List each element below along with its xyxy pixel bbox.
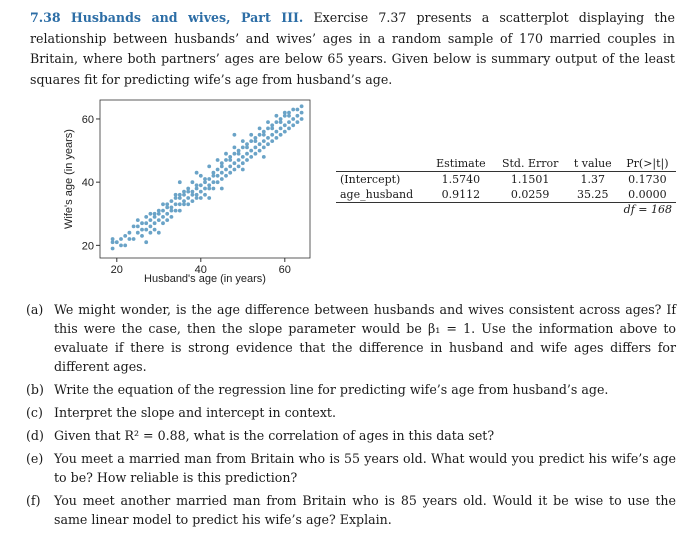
table-row — [336, 172, 676, 188]
data-point — [195, 196, 199, 200]
data-point — [153, 221, 157, 225]
data-point — [249, 139, 253, 143]
degrees-of-freedom: df = 168 — [623, 203, 672, 216]
data-point — [136, 218, 140, 222]
data-point — [144, 228, 148, 232]
y-tick-label: 20 — [81, 240, 94, 253]
row-label: age_husband — [336, 187, 428, 203]
data-point — [224, 158, 228, 162]
data-point — [178, 180, 182, 184]
question-label: (f) — [26, 493, 41, 508]
data-point — [153, 215, 157, 219]
data-point — [182, 202, 186, 206]
data-point — [174, 193, 178, 197]
data-point — [165, 212, 169, 216]
cell-std-error: 0.0259 — [494, 187, 567, 203]
data-point — [203, 193, 207, 197]
data-point — [245, 158, 249, 162]
header-estimate: Estimate — [428, 156, 493, 172]
data-point — [262, 146, 266, 150]
data-point — [266, 136, 270, 140]
data-point — [178, 202, 182, 206]
data-point — [228, 171, 232, 175]
data-point — [216, 168, 220, 172]
data-point — [123, 244, 127, 248]
data-point — [258, 133, 262, 137]
data-point — [220, 171, 224, 175]
data-point — [279, 127, 283, 131]
data-point — [140, 221, 144, 225]
question-item — [26, 449, 676, 487]
question-text: Write the equation of the regression line for predicting wife’s age from husband’s age. — [54, 382, 609, 397]
data-point — [149, 231, 153, 235]
data-point — [132, 225, 136, 229]
problem-intro — [30, 8, 675, 90]
problem-intro-text: Exercise 7.37 presents a scatterplot displaying the relationship between husbands’ and wives’ ages in a random sample of 170 married couples in Britain, where both partners’ ages are below 65 years. Given below is summary output of the least squares fit for predicting wife’s age from husband’s age. — [30, 10, 675, 87]
cell-std-error: 1.1501 — [510, 173, 550, 186]
data-point — [216, 180, 220, 184]
header-p-value: Pr(>|t|) — [619, 156, 676, 172]
data-point — [287, 127, 291, 131]
data-point — [132, 237, 136, 241]
data-point — [216, 158, 220, 162]
data-point — [170, 199, 174, 203]
header-std-error: Std. Error — [494, 156, 567, 172]
x-tick-label: 40 — [194, 264, 207, 276]
data-point — [254, 139, 258, 143]
data-point — [136, 231, 140, 235]
data-point — [266, 127, 270, 131]
data-point — [237, 152, 241, 156]
question-text: You meet another married man from Britain who is 85 years old. Would it be wise to use the same linear model to predict his wife’s age? Explain. — [54, 493, 676, 527]
data-point — [275, 114, 279, 118]
cell-t-value: 1.37 — [580, 173, 606, 186]
data-point — [212, 180, 216, 184]
data-point — [203, 187, 207, 191]
data-point — [178, 196, 182, 200]
data-point — [220, 187, 224, 191]
data-point — [207, 196, 211, 200]
x-tick-label: 60 — [278, 264, 291, 276]
question-item — [26, 403, 676, 422]
data-point — [233, 161, 237, 165]
data-point — [262, 155, 266, 159]
scatterplot — [60, 96, 320, 292]
data-point — [144, 215, 148, 219]
data-point — [203, 177, 207, 181]
data-point — [157, 209, 161, 213]
data-point — [241, 155, 245, 159]
data-point — [111, 247, 115, 251]
data-point — [115, 240, 119, 244]
question-text: We might wonder, is the age difference between husbands and wives consistent across ages? If this were the case, then the slope parameter would be β₁ = 1. Use the information above to evaluate if there is strong evidence that the difference in husband and wife ages differs for different ages. — [54, 302, 676, 374]
data-point — [241, 139, 245, 143]
data-point — [241, 146, 245, 150]
data-point — [199, 174, 203, 178]
cell-estimate: 1.5740 — [441, 173, 481, 186]
data-point — [296, 114, 300, 118]
data-point — [199, 190, 203, 194]
data-point — [149, 218, 153, 222]
question-label: (c) — [26, 405, 43, 420]
data-point — [233, 133, 237, 137]
y-tick-label: 60 — [81, 113, 94, 126]
data-point — [258, 142, 262, 146]
data-point — [165, 206, 169, 210]
data-point — [228, 165, 232, 169]
y-tick-label: 40 — [81, 177, 94, 190]
cell-p-value: 0.1730 — [628, 173, 667, 186]
data-point — [270, 139, 274, 143]
question-text: You meet a married man from Britain who is 55 years old. What would you predict his wife’s age to be? How reliable is this prediction? — [54, 451, 676, 485]
data-point — [220, 165, 224, 169]
question-label: (d) — [26, 428, 44, 443]
data-point — [275, 120, 279, 124]
question-label: (b) — [26, 382, 44, 397]
data-point — [191, 199, 195, 203]
data-point — [161, 202, 165, 206]
data-point — [262, 139, 266, 143]
data-point — [291, 123, 295, 127]
data-point — [245, 146, 249, 150]
cell-t-value: 35.25 — [567, 187, 619, 203]
data-point — [199, 196, 203, 200]
data-point — [153, 228, 157, 232]
data-point — [249, 155, 253, 159]
data-point — [186, 187, 190, 191]
data-point — [224, 174, 228, 178]
data-point — [266, 120, 270, 124]
data-point — [283, 123, 287, 127]
data-point — [170, 206, 174, 210]
scatterplot-svg — [60, 96, 320, 292]
question-text: Interpret the slope and intercept in context. — [54, 405, 336, 420]
data-point — [233, 168, 237, 172]
data-point — [262, 133, 266, 137]
data-point — [224, 152, 228, 156]
data-point — [199, 183, 203, 187]
data-point — [119, 237, 123, 241]
data-point — [291, 117, 295, 121]
data-point — [287, 120, 291, 124]
data-point — [207, 165, 211, 169]
data-point — [149, 212, 153, 216]
data-point — [296, 108, 300, 112]
question-item — [26, 426, 676, 445]
header-blank — [336, 156, 428, 172]
y-axis-label: Wife's age (in years) — [63, 129, 75, 229]
data-point — [161, 221, 165, 225]
data-point — [258, 149, 262, 153]
data-point — [270, 127, 274, 131]
question-item — [26, 380, 676, 399]
data-point — [140, 234, 144, 238]
data-point — [191, 180, 195, 184]
row-label: (Intercept) — [340, 173, 401, 186]
data-point — [258, 127, 262, 131]
data-point — [165, 218, 169, 222]
data-point — [287, 114, 291, 118]
data-point — [136, 225, 140, 229]
data-point — [186, 202, 190, 206]
data-point — [161, 215, 165, 219]
data-point — [300, 104, 304, 108]
data-point — [245, 152, 249, 156]
data-point — [249, 133, 253, 137]
question-item — [26, 491, 676, 529]
question-text: Given that R² = 0.88, what is the correlation of ages in this data set? — [54, 428, 495, 443]
question-label: (e) — [26, 451, 44, 466]
data-point — [291, 108, 295, 112]
cell-estimate: 0.9112 — [428, 187, 493, 203]
data-point — [254, 152, 258, 156]
data-point — [224, 168, 228, 172]
data-point — [275, 136, 279, 140]
data-point — [216, 174, 220, 178]
cell-p-value: 0.0000 — [619, 187, 676, 203]
data-point — [241, 161, 245, 165]
data-point — [207, 177, 211, 181]
x-tick-label: 20 — [110, 264, 123, 276]
data-point — [300, 117, 304, 121]
header-t-value: t value — [567, 156, 619, 172]
data-point — [212, 187, 216, 191]
problem-title: Husbands and wives, Part III. — [70, 10, 304, 25]
data-point — [157, 231, 161, 235]
data-point — [149, 225, 153, 229]
table-header-row — [336, 156, 676, 172]
data-point — [111, 237, 115, 241]
data-point — [233, 146, 237, 150]
data-point — [283, 111, 287, 115]
data-point — [174, 209, 178, 213]
data-point — [266, 142, 270, 146]
data-point — [123, 234, 127, 238]
data-point — [178, 209, 182, 213]
data-point — [296, 120, 300, 124]
data-point — [144, 240, 148, 244]
data-point — [182, 190, 186, 194]
data-point — [170, 215, 174, 219]
data-point — [283, 130, 287, 134]
data-point — [279, 133, 283, 137]
data-point — [220, 177, 224, 181]
data-point — [119, 244, 123, 248]
regression-table — [336, 156, 676, 216]
data-point — [279, 120, 283, 124]
data-point — [207, 187, 211, 191]
data-point — [300, 111, 304, 115]
table-row — [336, 187, 676, 203]
question-item — [26, 300, 676, 376]
data-point — [195, 183, 199, 187]
data-point — [195, 171, 199, 175]
data-point — [228, 158, 232, 162]
problem-number: 7.38 — [30, 10, 61, 25]
data-point — [212, 171, 216, 175]
data-point — [157, 218, 161, 222]
data-point — [128, 231, 132, 235]
data-point — [174, 202, 178, 206]
x-axis-label: Husband's age (in years) — [144, 273, 266, 285]
data-point — [186, 196, 190, 200]
data-point — [140, 228, 144, 232]
data-point — [270, 133, 274, 137]
data-point — [144, 221, 148, 225]
data-point — [161, 209, 165, 213]
data-point — [254, 146, 258, 150]
data-point — [237, 158, 241, 162]
data-point — [237, 165, 241, 169]
question-label: (a) — [26, 302, 44, 317]
data-point — [241, 168, 245, 172]
data-point — [233, 152, 237, 156]
data-point — [249, 149, 253, 153]
data-point — [128, 237, 132, 241]
data-point — [191, 190, 195, 194]
question-list — [26, 300, 676, 533]
data-point — [275, 130, 279, 134]
